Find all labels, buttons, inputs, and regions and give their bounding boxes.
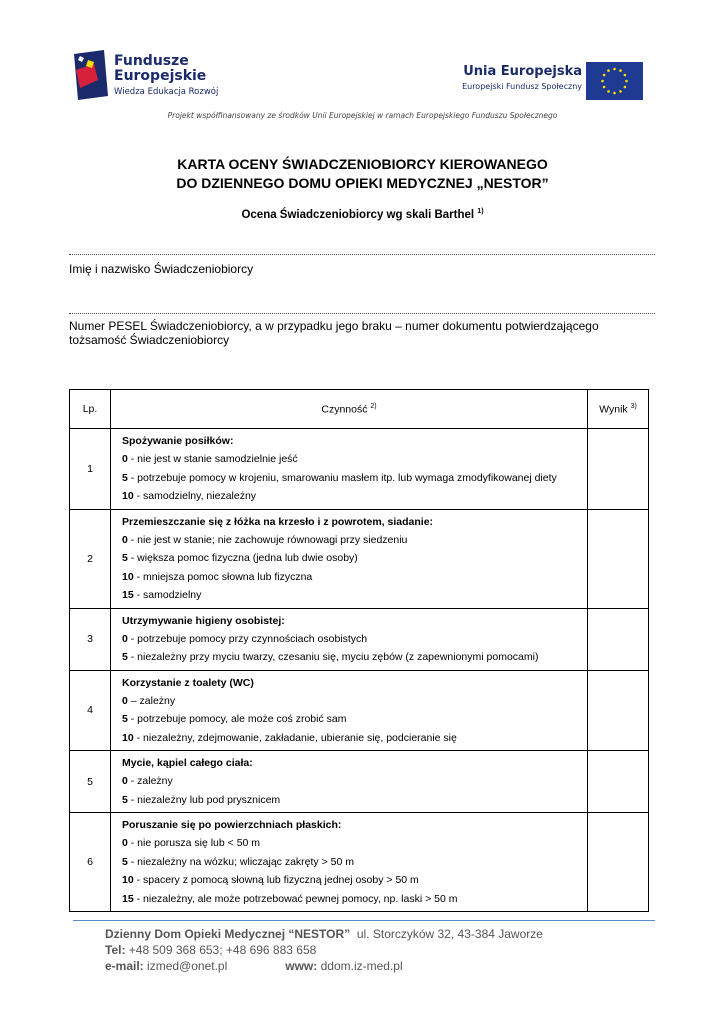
table-body xyxy=(70,429,649,912)
footer-tel-label: Tel: xyxy=(105,943,126,957)
footer-www-label: www: xyxy=(285,959,318,973)
subtitle-text: Ocena Świadczeniobiorcy wg skali Barthel xyxy=(241,208,475,221)
pesel-label: Numer PESEL Świadczeniobiorcy, a w przypadku jego braku – numer dokumentu potwierdzającego tożsamość Świadczeniobiorcy xyxy=(69,319,599,347)
activity-title: Korzystanie z toalety (WC) xyxy=(122,676,254,689)
score-value: 0 xyxy=(122,694,128,707)
score-value: 15 xyxy=(122,589,134,601)
score-value: 5 xyxy=(122,855,128,868)
eu-star-icon xyxy=(625,80,628,83)
score-value: 10 xyxy=(122,874,134,886)
pesel-fill-line[interactable] xyxy=(69,313,655,314)
score-value: 5 xyxy=(122,471,128,484)
score-description: - niezależny przy myciu twarzy, czesaniu się, myciu zębów (z zapewnionymi pomocami) xyxy=(127,651,539,663)
row-number: 6 xyxy=(70,813,111,912)
score-option xyxy=(122,871,587,890)
score-option xyxy=(122,853,587,872)
row-number: 2 xyxy=(70,509,111,608)
score-value: 15 xyxy=(122,892,134,905)
score-description: - spacery z pomocą słowną lub fizyczną jednej osoby > 50 m xyxy=(133,874,419,886)
score-description: - mniejsza pomoc słowna lub fizyczna xyxy=(133,570,313,583)
barthel-table xyxy=(69,389,649,912)
eu-star-icon xyxy=(619,90,622,93)
score-option xyxy=(122,692,587,711)
title-line1: KARTA OCENY ŚWIADCZENIOBIORCY KIEROWANEGO xyxy=(177,156,548,172)
fe-logo-line1: Fundusze xyxy=(114,53,189,69)
footer-org-line xyxy=(105,926,543,942)
score-option xyxy=(122,549,587,568)
table-header-row xyxy=(70,390,649,429)
score-value: 5 xyxy=(122,552,128,564)
table-row xyxy=(70,509,649,608)
ue-fund: Europejski Fundusz Społeczny xyxy=(462,82,582,91)
footer-email-label: e-mail: xyxy=(105,959,144,973)
eu-star-icon xyxy=(613,68,616,71)
eu-star-icon xyxy=(624,74,627,77)
score-option xyxy=(122,568,587,587)
score-description: - potrzebuje pomocy w krojeniu, smarowaniu masłem itp. lub wymaga zmodyfikowanej diety xyxy=(127,471,557,484)
fe-flag-icon xyxy=(74,50,108,100)
score-value: 0 xyxy=(122,632,128,645)
score-option xyxy=(122,630,587,649)
score-description: – zależny xyxy=(127,694,176,707)
activity-cell xyxy=(111,751,588,813)
subtitle-footnote-ref: 1) xyxy=(477,208,484,215)
result-cell[interactable] xyxy=(588,751,649,813)
table-row xyxy=(70,429,649,510)
score-description: - nie porusza się lub < 50 m xyxy=(127,837,261,849)
row-number: 3 xyxy=(70,608,111,670)
row-number: 1 xyxy=(70,429,111,510)
score-description: - nie jest w stanie samodzielnie jeść xyxy=(127,453,298,465)
header-lp-text: Lp. xyxy=(82,403,98,415)
header-result-sup: 3) xyxy=(630,402,637,410)
score-option xyxy=(122,791,587,810)
score-option xyxy=(122,890,587,909)
score-value: 0 xyxy=(122,837,128,849)
score-option xyxy=(122,834,587,853)
activity-title: Utrzymywanie higieny osobistej: xyxy=(122,614,285,627)
activity-title: Poruszanie się po powierzchniach płaskich: xyxy=(122,819,342,831)
table-row xyxy=(70,670,649,751)
activity-title: Przemieszczanie się z łóżka na krzesło i z powrotem, siadanie: xyxy=(122,515,434,528)
score-value: 10 xyxy=(122,490,134,502)
row-number: 5 xyxy=(70,751,111,813)
score-value: 10 xyxy=(122,570,134,583)
score-option xyxy=(122,729,587,748)
result-cell[interactable] xyxy=(588,813,649,912)
activity-cell xyxy=(111,670,588,751)
eu-star-icon xyxy=(624,86,627,89)
score-option xyxy=(122,531,587,550)
score-value: 0 xyxy=(122,533,128,546)
eu-flag-icon xyxy=(586,62,643,100)
score-description: - samodzielny, niezależny xyxy=(133,490,257,502)
fe-logo-line3: Wiedza Edukacja Rozwój xyxy=(114,87,219,97)
score-value: 5 xyxy=(122,793,128,806)
score-value: 5 xyxy=(122,651,128,663)
score-value: 10 xyxy=(122,731,134,744)
score-description: - niezależny lub pod prysznicem xyxy=(127,793,281,806)
name-fill-line[interactable] xyxy=(69,254,655,255)
result-cell[interactable] xyxy=(588,608,649,670)
score-value: 5 xyxy=(122,713,128,725)
fe-logo-line2: Europejskie xyxy=(114,68,207,84)
header-activity-text: Czynność xyxy=(321,403,368,416)
result-cell[interactable] xyxy=(588,429,649,510)
score-description: - potrzebuje pomocy, ale może coś zrobić sam xyxy=(127,713,347,725)
eu-star-icon xyxy=(603,74,606,77)
eu-star-icon xyxy=(603,86,606,89)
header-result xyxy=(588,390,649,429)
title-line2: DO DZIENNEGO DOMU OPIEKI MEDYCZNEJ „NESTOR” xyxy=(176,175,549,191)
activity-title: Mycie, kąpiel całego ciała: xyxy=(122,757,253,769)
score-description: - większa pomoc fizyczna (jedna lub dwie osoby) xyxy=(127,552,358,564)
footer-address: ul. Storczyków 32, 43-384 Jaworze xyxy=(356,927,543,941)
score-option xyxy=(122,487,587,506)
eu-star-icon xyxy=(619,69,622,72)
footer xyxy=(105,926,543,974)
score-option xyxy=(122,710,587,729)
header-activity xyxy=(111,390,588,429)
score-value: 0 xyxy=(122,453,128,465)
score-option xyxy=(122,648,587,667)
eu-star-icon xyxy=(601,80,604,83)
score-description: - niezależny, zdejmowanie, zakładanie, ubieranie się, podcieranie się xyxy=(133,731,457,744)
score-description: - nie jest w stanie; nie zachowuje równowagi przy siedzeniu xyxy=(127,533,408,546)
document-subtitle xyxy=(0,208,725,221)
score-description: - niezależny na wózku; wliczając zakręty > 50 m xyxy=(127,855,354,868)
table-row xyxy=(70,608,649,670)
activity-title: Spożywanie posiłków: xyxy=(122,435,234,447)
footer-org: Dzienny Dom Opieki Medycznej “NESTOR” xyxy=(105,927,351,941)
footer-contact-line xyxy=(105,958,543,974)
score-option xyxy=(122,450,587,469)
result-cell[interactable] xyxy=(588,509,649,608)
header-result-text: Wynik xyxy=(599,403,628,416)
score-option xyxy=(122,586,587,605)
table-row xyxy=(70,751,649,813)
footer-tel: +48 509 368 653; +48 696 883 658 xyxy=(128,943,317,957)
activity-cell xyxy=(111,509,588,608)
ue-name: Unia Europejska xyxy=(463,64,582,79)
footer-divider xyxy=(73,920,655,921)
table-row xyxy=(70,813,649,912)
footer-tel-line xyxy=(105,942,543,958)
score-description: - potrzebuje pomocy przy czynnościach osobistych xyxy=(127,632,368,645)
activity-cell xyxy=(111,813,588,912)
score-description: - samodzielny xyxy=(133,589,202,601)
header-lp xyxy=(70,390,111,429)
cofinance-note: Projekt współfinansowany ze środków Unii Europejskiej w ramach Europejskiego Funduszu Społecznego xyxy=(167,111,558,120)
score-description: - zależny xyxy=(127,775,173,787)
row-number: 4 xyxy=(70,670,111,751)
result-cell[interactable] xyxy=(588,670,649,751)
score-value: 0 xyxy=(122,775,128,787)
name-label: Imię i nazwisko Świadczeniobiorcy xyxy=(69,262,254,276)
footer-email[interactable]: izmed@onet.pl xyxy=(147,959,228,973)
score-option xyxy=(122,772,587,791)
fundusze-europejskie-logo xyxy=(74,50,224,102)
unia-europejska-logo xyxy=(462,62,650,102)
eu-star-icon xyxy=(613,92,616,95)
document-title xyxy=(0,155,725,193)
score-option xyxy=(122,469,587,488)
header-activity-sup: 2) xyxy=(370,402,377,410)
eu-star-icon xyxy=(607,90,610,93)
activity-cell xyxy=(111,429,588,510)
eu-star-icon xyxy=(607,69,610,72)
score-description: - niezależny, ale może potrzebować pewnej pomocy, np. laski > 50 m xyxy=(133,892,458,905)
footer-www[interactable]: ddom.iz-med.pl xyxy=(320,959,403,973)
activity-cell xyxy=(111,608,588,670)
